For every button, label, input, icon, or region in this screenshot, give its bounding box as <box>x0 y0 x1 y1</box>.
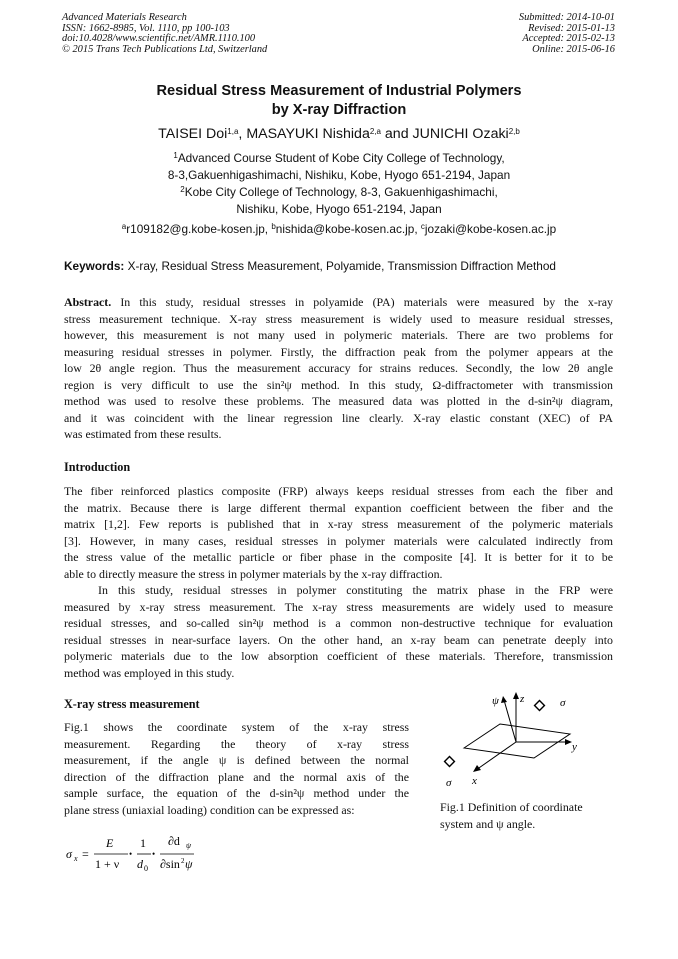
eq-den1: 1 + ν <box>95 857 120 871</box>
email-link[interactable]: jozaki@kobe-kosen.ac.jp <box>424 222 557 236</box>
affiliation-sup: 1 <box>173 151 178 160</box>
eq-one: 1 <box>140 836 146 850</box>
abstract-label: Abstract. <box>64 295 112 309</box>
abstract-line: low 2θ angle region. Thus the measurement accuracy for strains reduces. Secondly, the low 2θ angle <box>64 361 613 375</box>
abstract-line: and it was coincident with the linear regression line clearly. X-ray elastic constant (XEC) of PA <box>64 410 613 425</box>
intro-line: [3]. However, in many cases, residual stresses in polymer materials were calculated indirectly from <box>64 533 613 548</box>
intro-line: matrix [1,2]. Few reports is published that in x-ray stress measurement of the polymeric materials <box>64 517 613 531</box>
x-axis <box>476 742 516 770</box>
author-sup: 1,a <box>227 127 239 136</box>
abstract-line: stress measurement technique. X-ray stress measurement is widely used to measure residual stresses, <box>64 311 613 326</box>
caption-line: system and ψ angle. <box>440 817 536 831</box>
header-doi[interactable]: doi:10.4028/www.scientific.net/AMR.1110.100 <box>62 33 256 45</box>
header-submitted: Submitted: 2014-10-01 <box>518 12 615 23</box>
abstract-line: was estimated from these results. <box>64 427 222 441</box>
abstract-line: region is very difficult to use the sin²ψ method. In this study, Ω-diffractometer with transmission <box>64 377 613 392</box>
psi-direction <box>504 700 516 742</box>
affiliation-2 <box>0 184 678 217</box>
intro-line: residual stresses in near-surface layers. On the other hand, an x-ray beam can penetrate deeply into <box>64 632 613 647</box>
affiliation-line: Advanced Course Student of Kobe City College of Technology, <box>177 151 505 165</box>
author-sup: 2,b <box>508 127 520 136</box>
author-sup: 2,a <box>369 127 381 136</box>
paper-title <box>0 82 678 120</box>
eq-dot-1: • <box>129 849 133 859</box>
eq-equals: = <box>82 847 89 861</box>
eq-den3-end: ψ <box>185 857 193 871</box>
xray-line: measurement. Regarding the theory of x-ray stress <box>64 736 409 751</box>
abstract-line: measuring residual stresses in polymer. Firstly, the diffraction peak from the polymer appears at the <box>64 344 613 359</box>
affiliation-line: Kobe City College of Technology, 8-3, Gakuenhigashimachi, <box>184 185 498 199</box>
affiliation-line: 8-3,Gakuenhigashimachi, Nishiku, Kobe, Hyogo 651-2194, Japan <box>167 167 511 182</box>
xray-line: direction of the diffraction plane and the normal axis of the <box>64 769 409 784</box>
intro-line: residual stresses, and so-called sin²ψ method is a common non-destructive technique for evaluation <box>64 616 613 630</box>
author-name: TAISEI Doi <box>158 126 228 142</box>
sample-plane <box>464 724 570 758</box>
eq-sigma-sub: x <box>74 854 78 863</box>
y-label: y <box>572 741 577 753</box>
sigma-arrow-lower <box>445 757 455 767</box>
header-copyright: © 2015 Trans Tech Publications Ltd, Switzerland <box>62 43 268 55</box>
abstract-line: In this study, residual stresses in polyamide (PA) materials were measured by the x-ray <box>111 295 613 309</box>
email-sup: a <box>121 222 127 231</box>
author-list <box>0 126 678 142</box>
eq-den3: ∂sin <box>160 857 180 871</box>
keywords <box>64 259 556 273</box>
intro-line: The fiber reinforced plastics composite (FRP) always keeps residual stresses from each the fiber and <box>64 484 613 498</box>
caption-line: Fig.1 Definition of coordinate <box>440 800 583 814</box>
intro-line: In this study, residual stresses in polymer constituting the matrix phase in the FRP were <box>98 583 613 597</box>
x-label: x <box>472 775 477 787</box>
keywords-label: Keywords: <box>64 259 125 273</box>
journal-header <box>62 13 267 55</box>
email-list <box>0 222 678 236</box>
eq-num3-sub: ψ <box>186 841 191 850</box>
header-revised: Revised: 2015-01-13 <box>528 22 615 34</box>
z-label: z <box>520 693 525 705</box>
affiliation-sup: 2 <box>180 185 185 194</box>
xray-line: measurement, if the angle ψ is defined between the normal <box>64 753 409 767</box>
x-axis-arrow <box>473 765 481 772</box>
sigma-label-lower: σ <box>446 777 452 788</box>
coordinate-system-figure <box>440 688 590 788</box>
header-accepted: Accepted: 2015-02-13 <box>522 33 615 45</box>
author-name: JUNICHI Ozaki <box>412 126 509 142</box>
xray-line: Fig.1 shows the coordinate system of the x-ray stress <box>64 720 409 734</box>
header-online: Online: 2015-06-16 <box>532 43 615 55</box>
title-line-1: Residual Stress Measurement of Industrial Polymers <box>156 83 522 99</box>
author-separator: , <box>238 126 247 142</box>
affiliation-1 <box>0 150 678 183</box>
eq-sigma: σ <box>66 847 72 861</box>
y-axis-arrow <box>565 739 572 745</box>
eq-d0-sub: 0 <box>144 864 148 873</box>
sigma-arrow-upper <box>535 701 545 711</box>
email-sup: b <box>271 222 276 231</box>
title-line-2: by X-ray Diffraction <box>271 102 407 118</box>
email-link[interactable]: nishida@kobe-kosen.ac.jp, <box>275 222 421 236</box>
section-heading-xray: X-ray stress measurement <box>64 697 200 711</box>
eq-den3-sup: 2 <box>181 857 185 865</box>
xray-line: plane stress (uniaxial loading) condition can be expressed as: <box>64 802 355 817</box>
author-separator: and <box>380 126 413 142</box>
intro-paragraph-2 <box>64 582 613 681</box>
psi-arrow <box>501 696 507 703</box>
intro-line: the stress value of the metallic particle or fiber phase in the composite [4]. It is better for it to be <box>64 550 613 564</box>
intro-line: polymeric materials due to the low absorption coefficient of these materials. Therefore, transmission <box>64 649 613 663</box>
eq-d0: d <box>137 857 143 871</box>
dates-header <box>519 13 615 55</box>
sigma-label-upper: σ <box>560 697 566 709</box>
psi-label: ψ <box>492 695 499 707</box>
email-link[interactable]: r109182@g.kobe-kosen.jp, <box>126 222 272 236</box>
author-name: MASAYUKI Nishida <box>246 126 370 142</box>
figure-caption <box>440 799 615 833</box>
header-issn: ISSN: 1662-8985, Vol. 1110, pp 100-103 <box>62 22 230 34</box>
z-axis-arrow <box>513 692 519 699</box>
intro-line: able to directly measure the stress in polymer materials by the x-ray diffraction. <box>64 566 443 581</box>
intro-line: the matrix. Because there is large different thermal expantion coefficient between the fiber and the <box>64 500 613 515</box>
section-heading-introduction: Introduction <box>64 460 131 474</box>
abstract-line: however, this measurement is not many used in polymeric materials. There are two problems for <box>64 328 613 342</box>
eq-E: E <box>106 836 114 850</box>
eq-dot-2: • <box>152 849 156 859</box>
email-sup: c <box>420 222 425 231</box>
stress-equation <box>64 830 264 880</box>
eq-num3: ∂d <box>168 834 180 848</box>
keywords-text: X-ray, Residual Stress Measurement, Polyamide, Transmission Diffraction Method <box>124 259 556 273</box>
header-journal: Advanced Materials Research <box>62 12 187 23</box>
abstract <box>64 294 613 443</box>
intro-paragraph-1 <box>64 483 613 582</box>
xray-line: sample surface, the equation of the d-sin²ψ method under the <box>64 786 409 800</box>
abstract-line: method was used to resolve these problems. The measured data was plotted in the d-sin²ψ diagram, <box>64 394 613 408</box>
xray-paragraph <box>64 719 409 818</box>
intro-line: method was employed in this study. <box>64 665 235 680</box>
affiliation-line: Nishiku, Kobe, Hyogo 651-2194, Japan <box>236 201 442 216</box>
intro-line: measured by x-ray stress measurement. The x-ray stress measurements are widely used to measure <box>64 599 613 614</box>
